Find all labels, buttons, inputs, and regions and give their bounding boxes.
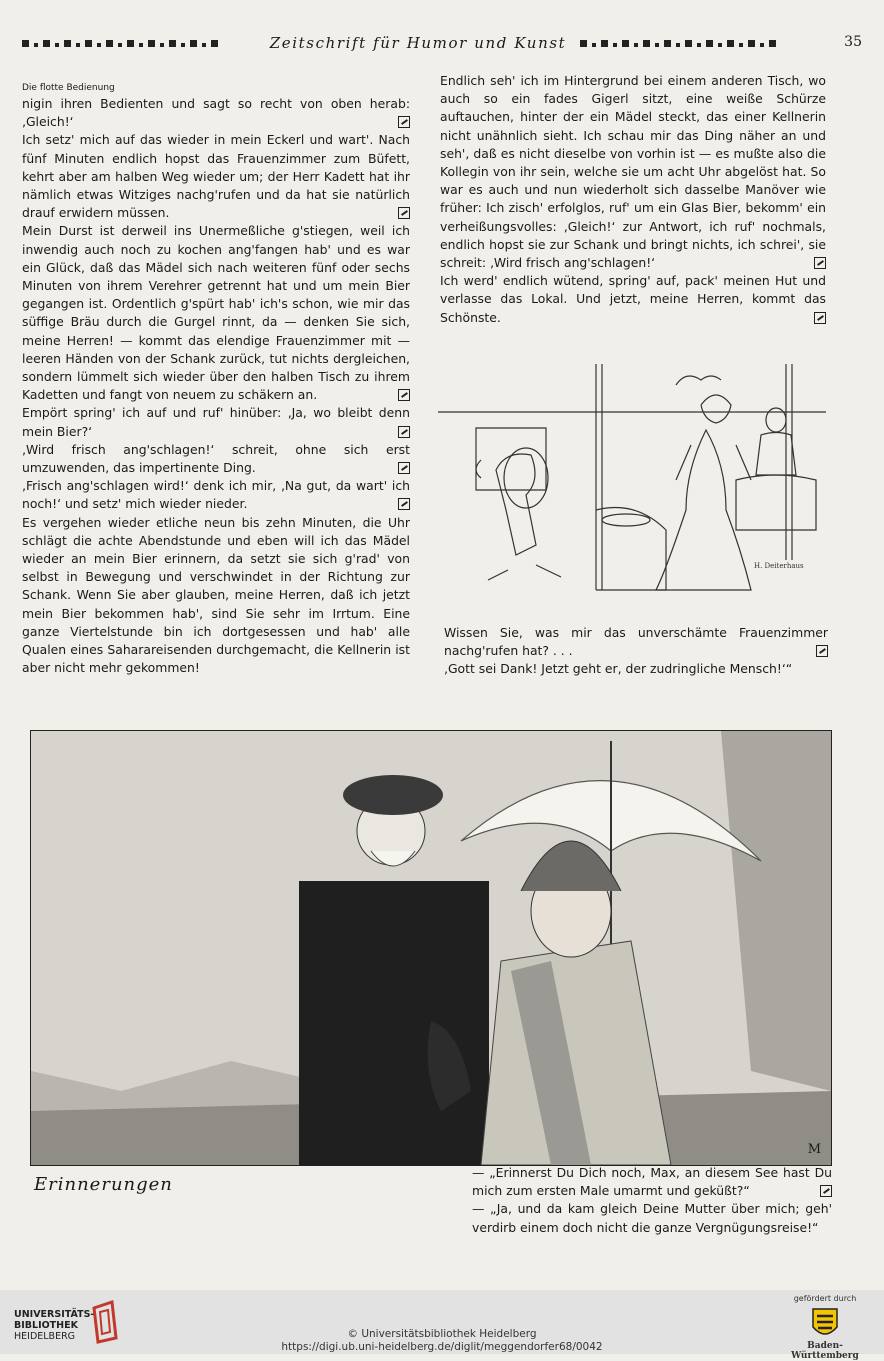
paragraph-end-mark-icon (398, 426, 410, 438)
right-text-column-continued (444, 624, 828, 679)
sponsor-name: Baden-Württemberg (791, 1341, 859, 1361)
copyright-notice: © Universitätsbibliothek Heidelberg (347, 1328, 537, 1340)
state-crest-icon (811, 1307, 839, 1341)
paragraph-end-mark-icon (398, 389, 410, 401)
page-number: 35 (844, 34, 862, 50)
paragraph: Endlich seh' ich im Hintergrund bei einem anderen Tisch, wo auch so ein fades Gigerl sitzt, eine weiße Schürze auftauchen, hinter der ein Mädel steckt, das einer Kellnerin nicht unähnlich sieht. Ich schau mir das Ding näher an und seh', daß es nicht dieselbe von vorhin ist — es mußte also die Kollegin von ihr sein, welche sie um acht Uhr abgelöst hat. So war es auch und nun wiederholt sich dasselbe Manöver wie früher: Ich zisch' erfolglos, ruf' um ein Glas Bier, bekomm' ein verheißungsvolles: ‚Gleich!‘ zur Antwort, ich ruf' nochmals, endlich hopst sie zur Schank und bringt nichts, ich schrei', sie schreit: ‚Wird frisch ang'schlagen!‘ (440, 73, 826, 271)
paragraph: Mein Durst ist derweil ins Unermeßliche g'stiegen, weil ich inwendig auch noch zu kochen ang'fangen hab' und es war ein Glück, daß das Mädel sich nach weiteren fünf oder sechs Minuten von ihrem Verehrer getrennt hat und um mein Bier gegangen ist. Ordentlich g'spürt hab' ich's schon, wie mir das süffige Bräu durch die Gurgel rinnt, da — denken Sie sich, meine Herren! — kommt das elendige Frauenzimmer mit — leeren Händen von der Schank zurück, tut nichts dergleichen, sondern lümmelt sich wieder über den halben Tisch zu ihrem Kadetten und fangt von neuem zu schäkern an. (22, 223, 410, 403)
section-label: Die flotte Bedienung (22, 83, 115, 93)
sponsor-block (780, 1294, 870, 1361)
paragraph-end-mark-icon (814, 312, 826, 324)
cartoon-signature: H. Deiterhaus (754, 562, 804, 570)
right-text-column (440, 72, 826, 327)
paragraph: ‚Frisch ang'schlagen wird!‘ denk ich mir, ‚Na gut, da wart' ich noch!‘ und setz' mich wieder nieder. (22, 478, 410, 512)
paragraph: ‚Gott sei Dank! Jetzt geht er, der zudringliche Mensch!‘“ (444, 661, 793, 677)
paragraph-end-mark-icon (398, 207, 410, 219)
paragraph-end-mark-icon (814, 257, 826, 269)
couple-with-parasol-illustration (31, 731, 831, 1165)
paragraph-end-mark-icon (820, 1185, 832, 1197)
library-line: BIBLIOTHEK (14, 1320, 78, 1331)
paragraph-end-mark-icon (398, 462, 410, 474)
magazine-title: Zeitschrift für Humor und Kunst (269, 34, 567, 52)
page-header (22, 34, 862, 56)
caption-dialog (472, 1164, 832, 1237)
header-ornament-left (22, 40, 254, 48)
paragraph: nigin ihren Bedienten und sagt so recht von oben herab: ‚Gleich!‘ (22, 96, 410, 130)
paragraph: Empört spring' ich auf und ruf' hinüber: ‚Ja, wo bleibt denn mein Bier?‘ (22, 405, 410, 439)
dialog-line: — „Ja, und da kam gleich Deine Mutter über mich; geh' verdirb einem doch nicht die ganze Vergnügungsreise!“ (472, 1201, 832, 1235)
paragraph: Wissen Sie, was mir das unverschämte Frauenzimmer nachg'rufen hat? . . . (444, 625, 828, 659)
footer-bar (0, 1290, 884, 1361)
cartoon-illustration (436, 360, 828, 610)
artist-monogram: M (807, 1142, 821, 1157)
dialog-line: — „Erinnerst Du Dich noch, Max, an diesem See hast Du mich zum ersten Male umarmt und geküßt?“ (472, 1165, 832, 1199)
paragraph-end-mark-icon (398, 498, 410, 510)
paragraph: ‚Wird frisch ang'schlagen!‘ schreit, ohne sich erst umzuwenden, das impertinente Ding. (22, 441, 410, 476)
paragraph: Es vergehen wieder etliche neun bis zehn Minuten, die Uhr schlägt die achte Abendstunde und eben will ich das Mädel wieder an mein Bier erinnern, da setzt sie sich g'rad' von selbst in Bewegung und verschwindet in der Richtung zur Schank. Wenn Sie aber glauben, meine Herren, daß ich jetzt mein Bier bekommen hab', sind Sie sehr im Irrtum. Eine ganze Viertelstunde bin ich dortgesessen und hab' alle Qualen eines Saharareisenden durchgemacht, die Kellnerin ist aber nicht mehr gekommen! (22, 514, 410, 676)
paragraph: Ich setz' mich auf das wieder in mein Eckerl und wart'. Nach fünf Minuten endlich hopst das Frauenzimmer zum Büfett, kehrt aber am halben Weg wieder um; der Herr Kadett hat ihr nämlich etwas Witziges nachg'rufen und da hat sie natürlich drauf erwidern müssen. (22, 132, 410, 221)
source-url[interactable]: https://digi.ub.uni-heidelberg.de/diglit/meggendorfer68/0042 (281, 1341, 603, 1353)
library-line: HEIDELBERG (14, 1331, 76, 1342)
caption-title: Erinnerungen (34, 1174, 173, 1195)
paragraph-end-mark-icon (816, 645, 828, 657)
sponsor-label: gefördert durch (793, 1294, 857, 1303)
library-line: UNIVERSITÄTS- (14, 1309, 95, 1320)
paragraph-end-mark-icon (398, 116, 410, 128)
paragraph: Ich werd' endlich wütend, spring' auf, pack' meinen Hut und verlasse das Lokal. Und jetzt, meine Herren, kommt das Schönste. (440, 273, 826, 325)
left-text-column (22, 82, 410, 678)
illustration-erinnerungen (30, 730, 832, 1166)
header-ornament-right (580, 40, 818, 48)
